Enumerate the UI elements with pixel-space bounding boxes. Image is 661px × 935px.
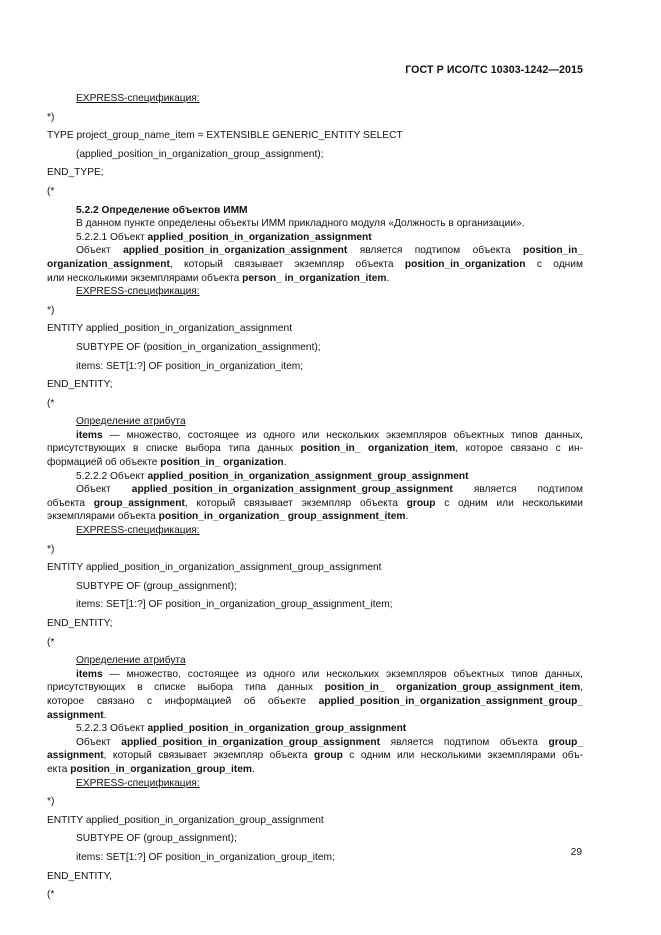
express-spec-label: EXPRESS-спецификация: bbox=[76, 93, 200, 104]
code-line: ENTITY applied_position_in_organization_group_assignment bbox=[47, 814, 324, 826]
paragraph-line: или несколькими экземплярами объекта person_ in_organization_item. bbox=[47, 272, 390, 284]
paragraph-line: items — множество, состоящее из одного или нескольких экземпляров объектных типов данных, bbox=[76, 668, 583, 680]
code-line: *) bbox=[47, 111, 55, 123]
page-number: 29 bbox=[570, 847, 582, 858]
paragraph-line: которое связано с информацией об объекте applied_position_in_organization_assignment_group_ bbox=[47, 695, 583, 707]
paragraph-line: формацией об объекте position_in_ organization. bbox=[47, 457, 287, 469]
paragraph-line: В данном пункте определены объекты ИММ прикладного модуля «Должность в организации». bbox=[76, 218, 525, 230]
code-line: items: SET[1:?] OF position_in_organization_group_assignment_item; bbox=[76, 599, 393, 611]
code-line: (* bbox=[47, 889, 55, 901]
paragraph-line: items — множество, состоящее из одного или нескольких экземпляров объектных типов данных, bbox=[76, 429, 583, 441]
code-line: ENTITY applied_position_in_organization_assignment_group_assignment bbox=[47, 562, 382, 574]
paragraph-line: assignment, который связывает экземпляр объекта group с одним или несколькими экземплярами объ- bbox=[47, 750, 584, 762]
code-line: (* bbox=[47, 185, 55, 197]
code-line: END_TYPE; bbox=[47, 167, 104, 179]
paragraph-line: екта position_in_organization_group_item. bbox=[47, 763, 255, 775]
code-line: (* bbox=[47, 397, 55, 409]
code-line: (* bbox=[47, 636, 55, 648]
subsection-heading: 5.2.2.3 Объект applied_position_in_organization_group_assignment bbox=[76, 723, 407, 735]
code-line: (applied_position_in_organization_group_assignment); bbox=[76, 148, 324, 160]
paragraph-line: assignment. bbox=[47, 709, 107, 721]
attribute-definition-label: Определение атрибута bbox=[76, 655, 186, 667]
express-spec-label: EXPRESS-спецификация: bbox=[76, 777, 200, 789]
attribute-definition-label: Определение атрибута bbox=[76, 416, 186, 428]
code-line: TYPE project_group_name_item = EXTENSIBLE GENERIC_ENTITY SELECT bbox=[47, 130, 403, 142]
paragraph-line: присутствующих в списке выбора типа данных position_in_ organization_group_assignment_item, bbox=[47, 682, 583, 694]
code-line: items: SET[1:?] OF position_in_organization_group_item; bbox=[76, 851, 335, 863]
document-body bbox=[47, 92, 583, 902]
paragraph-line: объекта group_assignment, который связывает экземпляр объекта group с одним или несколькими bbox=[47, 497, 583, 509]
express-spec-label: EXPRESS-спецификация: bbox=[76, 286, 200, 298]
paragraph-line: Объект applied_position_in_organization_assignment является подтипом объекта position_in_ bbox=[76, 245, 583, 257]
code-line: items: SET[1:?] OF position_in_organization_item; bbox=[76, 360, 304, 372]
code-line: END_ENTITY; bbox=[47, 618, 113, 629]
paragraph-line: экземплярами объекта position_in_organization_ group_assignment_item. bbox=[47, 511, 409, 523]
code-line: END_ENTITY; bbox=[47, 379, 113, 391]
code-line: END_ENTITY, bbox=[47, 870, 112, 882]
section-heading: 5.2.2 Определение объектов ИММ bbox=[76, 204, 248, 216]
paragraph-line: Объект applied_position_in_organization_group_assignment является подтипом объекта group_ bbox=[76, 736, 583, 748]
code-line: SUBTYPE OF (group_assignment); bbox=[76, 833, 237, 845]
code-line: SUBTYPE OF (group_assignment); bbox=[76, 580, 237, 592]
subsection-heading: 5.2.2.1 Объект applied_position_in_organization_assignment bbox=[76, 231, 372, 243]
code-line: SUBTYPE OF (position_in_organization_assignment); bbox=[76, 341, 321, 353]
paragraph-line: присутствующих в списке выбора типа данных position_in_ organization_item, которое связано с ин- bbox=[47, 443, 583, 455]
express-spec-label: EXPRESS-спецификация: bbox=[76, 525, 200, 537]
subsection-heading: 5.2.2.2 Объект applied_position_in_organization_assignment_group_assignment bbox=[76, 470, 469, 482]
code-line: ENTITY applied_position_in_organization_assignment bbox=[47, 323, 293, 335]
paragraph-line: Объект applied_position_in_organization_assignment_group_assignment является подтипом bbox=[76, 484, 583, 496]
paragraph-line: organization_assignment, который связывает экземпляр объекта position_in_organization с одним bbox=[47, 258, 584, 270]
code-line: *) bbox=[47, 796, 55, 808]
code-line: *) bbox=[47, 543, 55, 555]
code-line: *) bbox=[47, 304, 55, 316]
document-header: ГОСТ Р ИСО/ТС 10303-1242—2015 bbox=[405, 64, 583, 76]
